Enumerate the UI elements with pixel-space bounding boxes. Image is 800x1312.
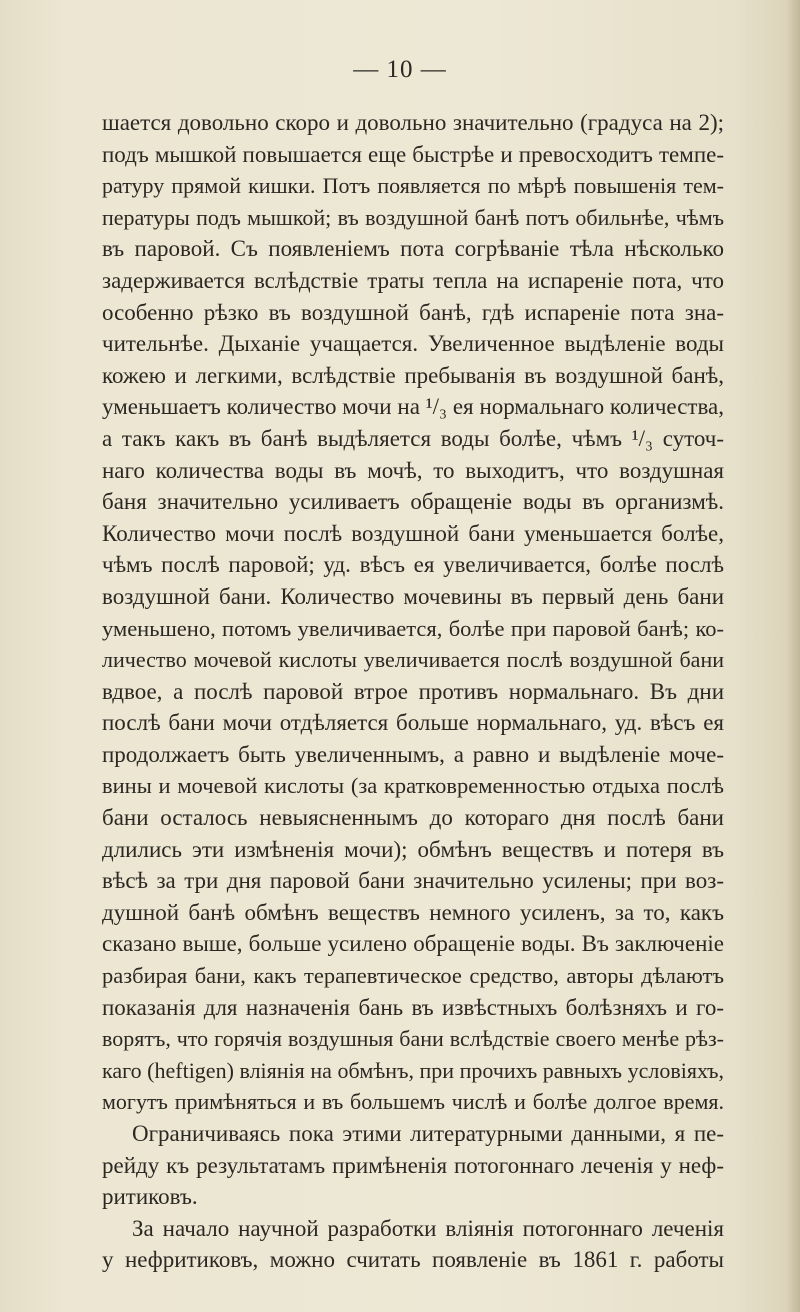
text-line: подъ мышкой повышается еще быстрѣе и превосходитъ темпе- [102,141,724,167]
text-line: личество мочевой кислоты увеличивается послѣ воздушной бани [102,647,724,673]
text-line: душной банѣ обмѣнъ веществъ немного усиленъ, за то, какъ [102,899,724,925]
body-text [102,107,724,1276]
text-line: сказано выше, больше усилено обращеніе воды. Въ заключеніе [102,931,724,957]
text-line: уменьшаетъ количество мочи на ¹/₃ ея нормальнаго количества, [102,394,724,420]
text-line: пературы подъ мышкой; въ воздушной банѣ потъ обильнѣе, чѣмъ [102,204,724,230]
text-line: задерживается вслѣдствіе траты тепла на испареніе пота, что [102,267,724,293]
text-line: чительнѣе. Дыханіе учащается. Увеличенное выдѣленіе воды [102,331,724,357]
text-line: ворятъ, что горячія воздушныя бани вслѣдствіе своего менѣе рѣз- [102,1026,724,1052]
text-line: воздушной бани. Количество мочевины въ первый день бани [102,583,724,609]
text-line: чѣмъ послѣ паровой; уд. вѣсъ ея увеличивается, болѣе послѣ [102,552,724,578]
text-line: могутъ примѣняться и въ большемъ числѣ и болѣе долгое время. [102,1089,724,1115]
page-edge-shadow [786,0,800,1312]
text-line: послѣ бани мочи отдѣляется больше нормальнаго, уд. вѣсъ ея [102,710,724,736]
text-line: баня значительно усиливаетъ обращеніе воды въ организмѣ. [102,489,724,515]
text-line: продолжаетъ быть увеличеннымъ, а равно и выдѣленіе моче- [102,741,724,767]
text-line: длились эти измѣненія мочи); обмѣнъ веществъ и потеря въ [102,836,724,862]
paragraph-start-line: За начало научной разработки вліянія потогоннаго леченія [132,1215,724,1241]
page-number: — 10 — [353,56,447,83]
text-line: Количество мочи послѣ воздушной бани уменьшается болѣе, [102,520,724,546]
text-line: бани осталось невыясненнымъ до котораго дня послѣ бани [102,805,724,831]
text-line: уменьшено, потомъ увеличивается, болѣе при паровой банѣ; ко- [102,615,724,641]
text-line: у нефритиковъ, можно считать появленіе въ 1861 г. работы [102,1247,724,1273]
text-line: а такъ какъ въ банѣ выдѣляется воды болѣе, чѣмъ ¹/₃ суточ- [102,425,724,451]
text-line: рейду къ результатамъ примѣненія потогоннаго леченія у неф- [102,1152,724,1178]
text-line: показанія для назначенія бань въ извѣстныхъ болѣзняхъ и го- [102,994,724,1020]
text-line: кожею и легкими, вслѣдствіе пребыванія въ воздушной банѣ, [102,362,724,388]
text-line: вдвое, а послѣ паровой втрое противъ нормальнаго. Въ дни [102,678,724,704]
paragraph-end-line: ритиковъ. [102,1184,198,1210]
text-line: разбирая бани, какъ терапевтическое средство, авторы дѣлаютъ [102,963,724,989]
text-line: въ паровой. Съ появленіемъ пота согрѣваніе тѣла нѣсколько [102,236,724,262]
text-line: каго (heftigen) вліянія на обмѣнъ, при прочихъ равныхъ условіяхъ, [102,1057,724,1083]
text-line: вины и мочевой кислоты (за кратковременностью отдыха послѣ [102,773,724,799]
text-line: наго количества воды въ мочѣ, то выходитъ, что воздушная [102,457,724,483]
text-line: вѣсѣ за три дня паровой бани значительно усилены; при воз- [102,868,724,894]
text-line: шается довольно скоро и довольно значительно (градуса на 2); [102,110,724,135]
text-line: ратуру прямой кишки. Потъ появляется по мѣрѣ повышенія тем- [102,173,724,199]
paragraph-start-line: Ограничиваясь пока этими литературными данными, я пе- [132,1121,724,1146]
text-line: особенно рѣзко въ воздушной банѣ, гдѣ испареніе пота зна- [102,299,724,325]
